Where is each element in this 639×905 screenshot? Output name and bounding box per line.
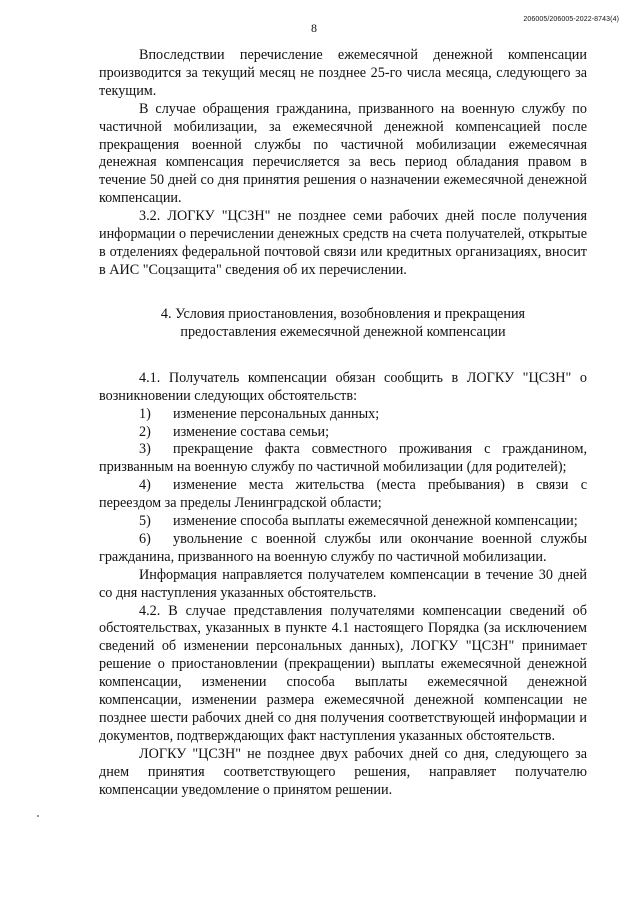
scan-speck: [37, 815, 39, 817]
list-item-text: изменение способа выплаты ежемесячной денежной компенсации;: [173, 513, 578, 530]
list-item-number: 6): [139, 530, 151, 547]
list-item-number: 1): [139, 405, 151, 422]
paragraph-3-2: 3.2. ЛОГКУ "ЦСЗН" не позднее семи рабочих дней после получения информации о перечислении денежных средств на счета получателей, открытые в отделениях федеральной почтовой связи или кредитных организациях, вносит в АИС "Соцзащита" сведения об их перечислении.: [99, 208, 587, 278]
list-item-text: изменение места жительства (места пребывания) в связи с переездом за пределы Ленинградской области;: [99, 477, 587, 512]
page-number: 8: [311, 21, 317, 35]
list-item: [99, 531, 587, 567]
list-item-number: 3): [139, 441, 151, 458]
list-item-number: 5): [139, 513, 151, 530]
list-item-text: прекращение факта совместного проживания с гражданином, призванным на военную службу по частичной мобилизации (для родителей);: [99, 441, 587, 476]
list-item-text: изменение состава семьи;: [173, 423, 330, 440]
list-item-text: изменение персональных данных;: [173, 405, 380, 422]
list-item: [99, 406, 587, 424]
list-item-number: 2): [139, 423, 151, 440]
paragraph-payment-schedule: Впоследствии перечисление ежемесячной денежной компенсации производится за текущий месяц не позднее 25-го числа месяца, следующего за текущим.: [99, 47, 587, 99]
document-body: [99, 47, 587, 800]
paragraph-after-service-request: В случае обращения гражданина, призванного на военную службу по частичной мобилизации, за ежемесячной денежной компенсацией после прекращения военной службы по частичной мобилизации ежемесячная денежная компенсация перечисляется за весь период обладания правом в течение 50 дней со дня принятия решения о назначении ежемесячной денежной компенсации.: [99, 100, 587, 207]
section-4-title-line2: предоставления ежемесячной денежной компенсации: [180, 323, 506, 340]
list-item: [99, 477, 587, 513]
document-code: 206005/206005-2022-8743(4): [523, 16, 619, 23]
paragraph-decision-notice: ЛОГКУ "ЦСЗН" не позднее двух рабочих дней со дня, следующего за днем принятия соответствующего решения, направляет получателю компенсации уведомление о принятом решении.: [99, 745, 587, 798]
paragraph-4-1-intro: 4.1. Получатель компенсации обязан сообщить в ЛОГКУ "ЦСЗН" о возникновении следующих обстоятельств:: [99, 369, 587, 404]
circumstances-list: [99, 406, 587, 567]
list-item: [99, 513, 587, 531]
paragraph-4-2: 4.2. В случае представления получателями компенсации сведений об обстоятельствах, указанных в пункте 4.1 настоящего Порядка (за исключением сведений об изменении персональных данных), ЛОГКУ "ЦСЗН" принимает решение о приостановлении (прекращении) выплаты ежемесячной денежной компенсации, изменении способа выплаты ежемесячной денежной компенсации, изменении размера ежемесячной денежной компенсации не позднее шести рабочих дней со дня получения соответствующей информации и документов, подтверждающих факт наступления указанных обстоятельств.: [99, 602, 587, 744]
section-4-heading: [99, 305, 587, 341]
list-item: [99, 441, 587, 477]
list-item: [99, 424, 587, 442]
list-item-text: увольнение с военной службы или окончание военной службы гражданина, призванного на военную службу по частичной мобилизации.: [99, 530, 587, 565]
section-4-title-line1: 4. Условия приостановления, возобновления и прекращения: [160, 305, 526, 322]
paragraph-notification-term: Информация направляется получателем компенсации в течение 30 дней со дня наступления указанных обстоятельств.: [99, 566, 587, 601]
list-item-number: 4): [139, 477, 151, 494]
